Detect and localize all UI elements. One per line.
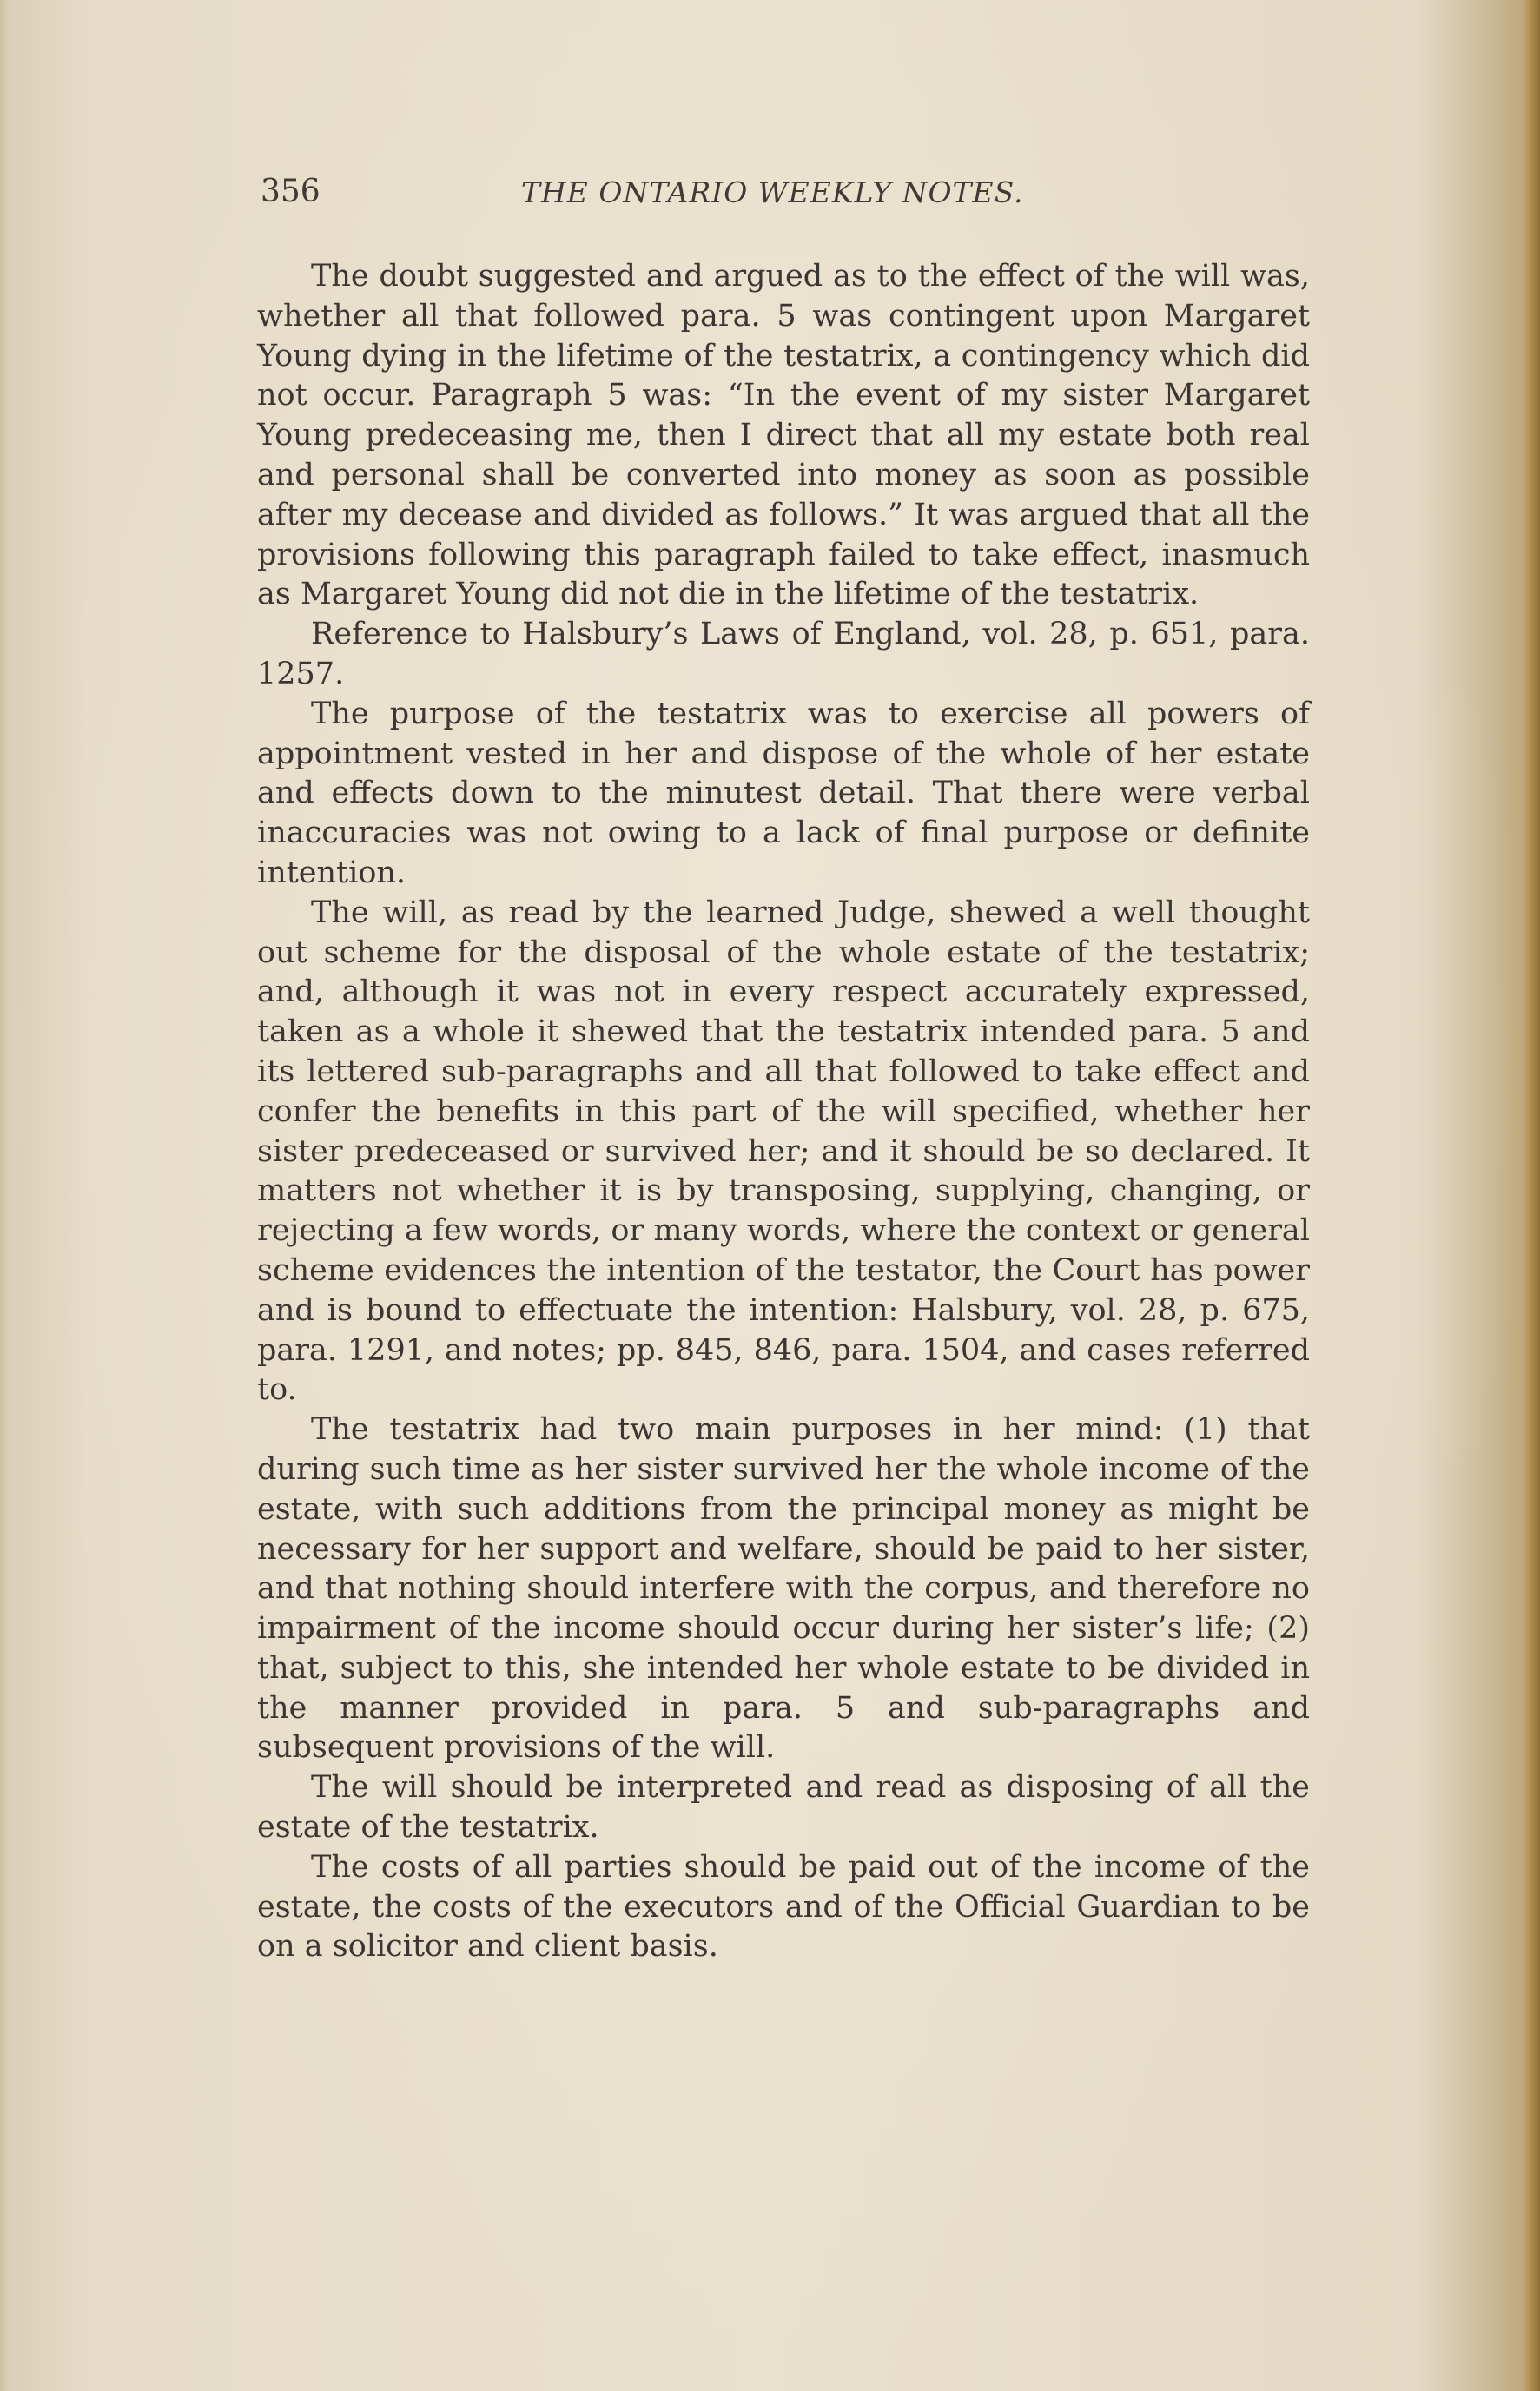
paragraph: The purpose of the testatrix was to exercise all powers of appointment vested in her and dispose of the whole of her estate and effects down to the minutest detail. That there were verbal inaccuracies was not owing to a lack of final purpose or definite intention.	[257, 696, 1310, 890]
page-right-edge	[1523, 0, 1540, 2391]
paragraph: The doubt suggested and argued as to the effect of the will was, whether all that followed para. 5 was contingent upon Margaret Young dying in the lifetime of the testatrix, a contingency which did not occur. Paragraph 5 was: “In the event of my sister Margaret Young predeceasing me, then I direct that all my estate both real and personal shall be converted into money as soon as possible after my decease and divided as follows.” It was argued that all the provisions following this paragraph failed to take effect, inasmuch as Margaret Young did not die in the lifetime of the testatrix.	[257, 259, 1310, 612]
running-title: THE ONTARIO WEEKLY NOTES.	[521, 175, 1024, 209]
paragraph: The testatrix had two main purposes in her mind: (1) that during such time as her sister survived her the whole income of the estate, with such additions from the principal money as might be necessary for her support and welfare, should be paid to her sister, and that nothing should interfere with the corpus, and therefore no impairment of the income should occur during her sister’s life; (2) that, subject to this, she intended her whole estate to be divided in the manner provided in para. 5 and sub-paragraphs and subsequent provisions of the will.	[257, 1412, 1310, 1766]
page-left-edge	[0, 0, 9, 2391]
paragraph: The costs of all parties should be paid out of the income of the estate, the costs of the executors and of the Official Guardian to be on a solicitor and client basis.	[257, 1849, 1310, 1965]
body-text	[257, 257, 1310, 1967]
paragraph: The will should be interpreted and read as disposing of all the estate of the testatrix.	[257, 1770, 1310, 1846]
page-header	[261, 174, 1312, 226]
page-number: 356	[261, 174, 321, 209]
paragraph: Reference to Halsbury’s Laws of England, vol. 28, p. 651, para. 1257.	[257, 617, 1310, 691]
paragraph: The will, as read by the learned Judge, shewed a well thought out scheme for the disposal of the whole estate of the testatrix; and, although it was not in every respect accurately expressed, taken as a whole it shewed that the testatrix intended para. 5 and its lettered sub-paragraphs and all that followed to take effect and confer the benefits in this part of the will specified, whether her sister predeceased or survived her; and it should be so declared. It matters not whether it is by transposing, supplying, changing, or rejecting a few words, or many words, where the context or general scheme evidences the intention of the testator, the Court has power and is bound to effectuate the intention: Halsbury, vol. 28, p. 675, para. 1291, and notes; pp. 845, 846, para. 1504, and cases referred to.	[257, 895, 1310, 1408]
